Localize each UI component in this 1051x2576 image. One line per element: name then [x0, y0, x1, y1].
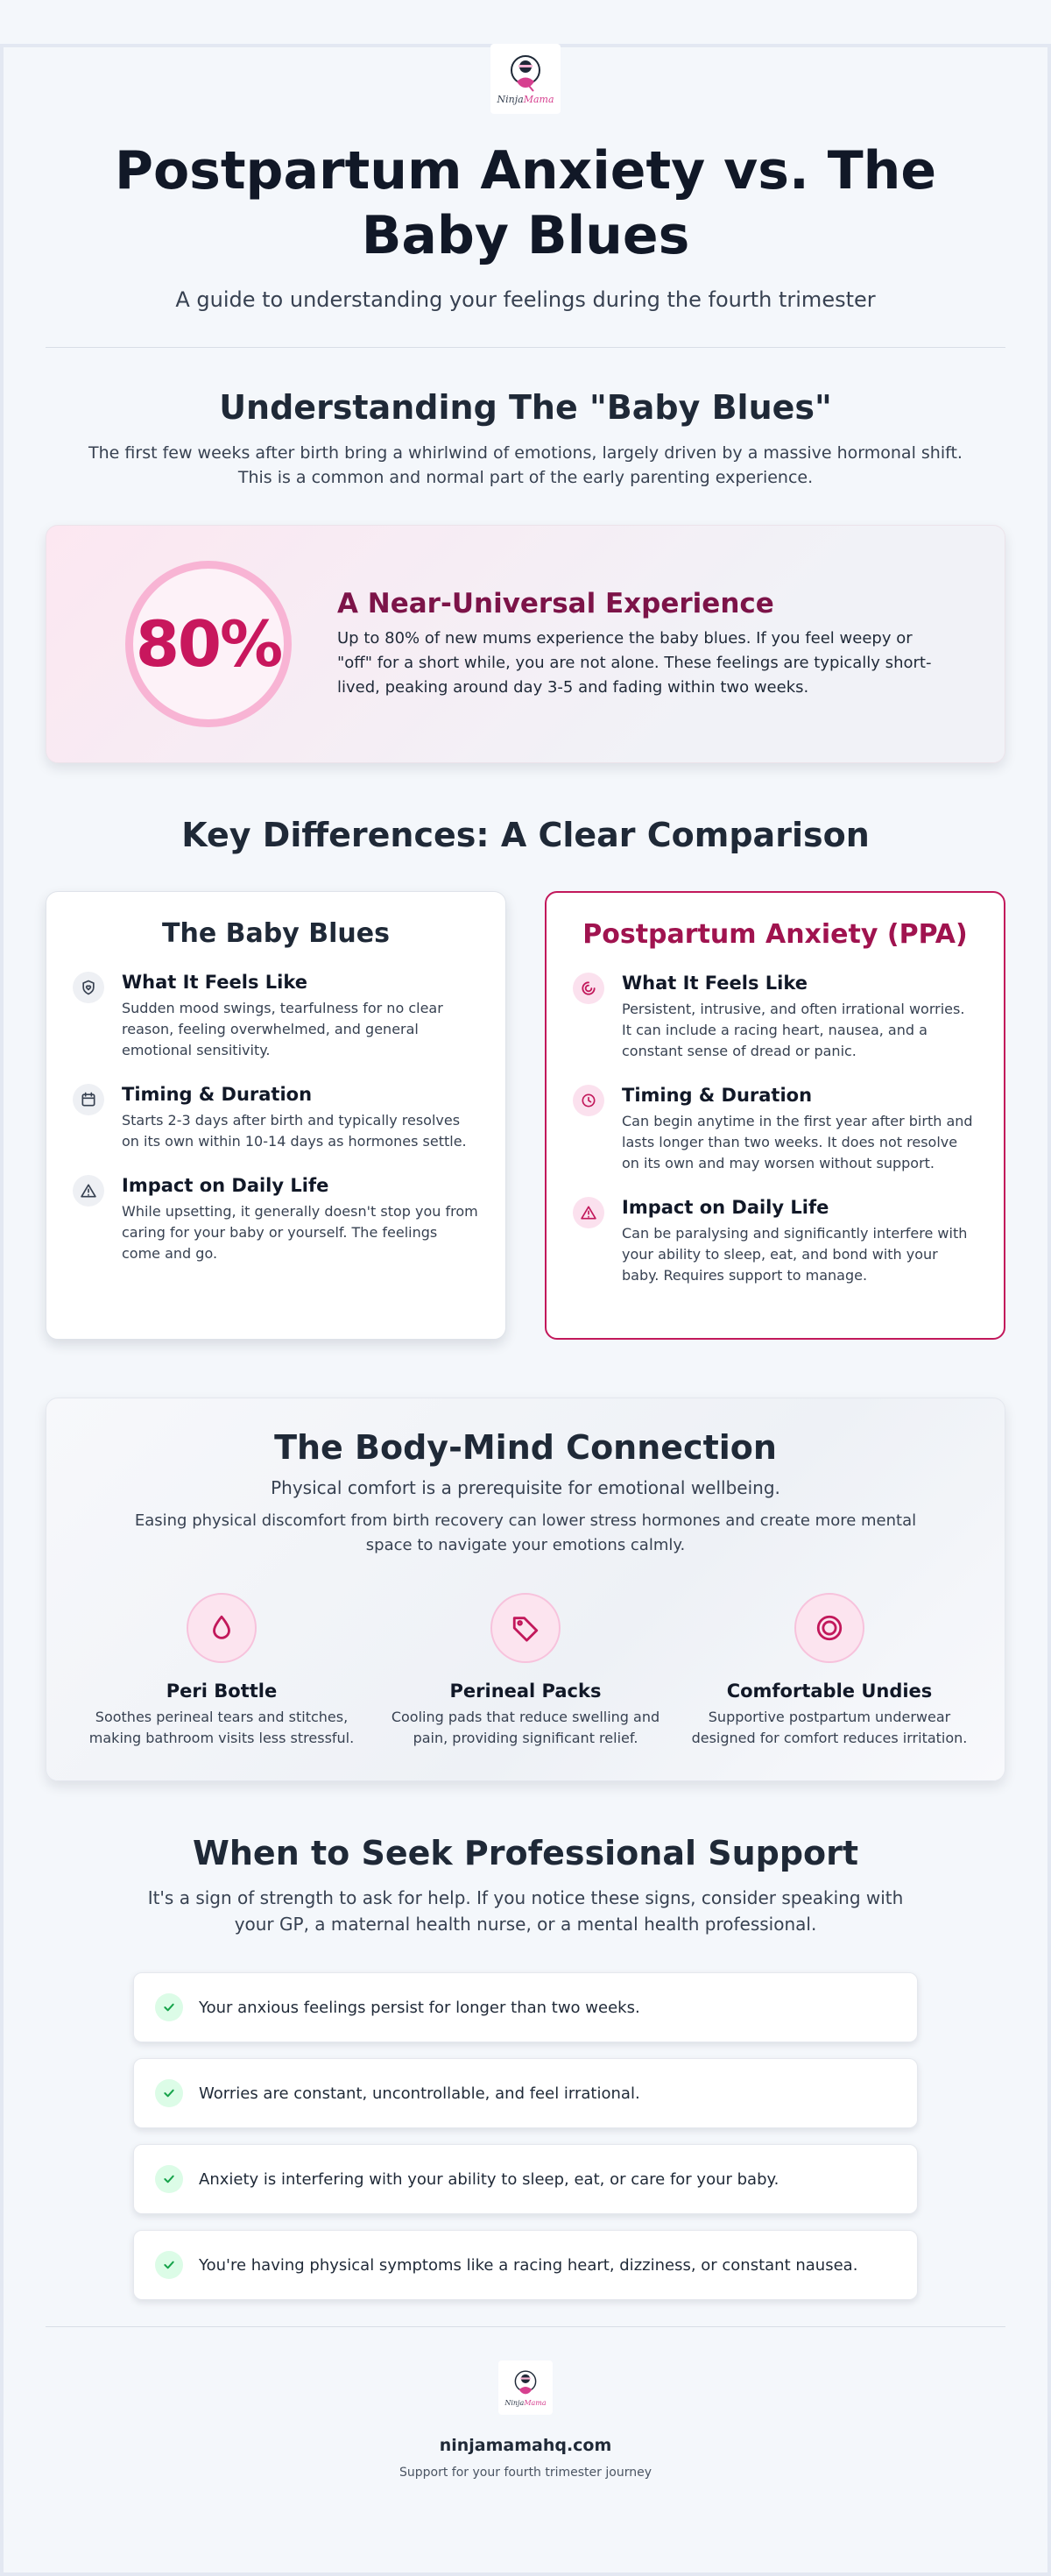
list-item — [133, 2230, 918, 2300]
row-heading: Timing & Duration — [122, 1084, 313, 1105]
row-heading: Impact on Daily Life — [622, 1197, 829, 1218]
stat-heading: A Near-Universal Experience — [337, 588, 774, 619]
list-item-text: Anxiety is interfering with your ability to sleep, eat, or care for your baby. — [199, 2169, 779, 2189]
brand-wordmark: NinjaMama — [497, 94, 554, 105]
row-text: Persistent, intrusive, and often irrational worries. It can include a racing heart, nausea, and a constant sense of dread or panic. — [622, 1001, 965, 1059]
brand-logo[interactable] — [490, 44, 561, 114]
list-item-text: You're having physical symptoms like a racing heart, dizziness, or constant nausea. — [199, 2255, 858, 2275]
row-text: Can be paralysing and significantly interfere with your ability to sleep, eat, and bond with your baby. Requires support to manage. — [622, 1225, 968, 1284]
comfort-items — [46, 1593, 1005, 1749]
row-heading: What It Feels Like — [122, 972, 308, 993]
baby-blues-row — [73, 972, 479, 1061]
comfort-item-comfortable-undies — [689, 1593, 970, 1749]
list-item — [133, 1972, 918, 2042]
footer-tagline: Support for your fourth trimester journey — [399, 2466, 652, 2480]
ppa-row — [573, 973, 977, 1062]
calendar-icon — [73, 1084, 104, 1115]
support-lead: It's a sign of strength to ask for help. If you notice these signs, consider speaking with your GP, a maternal health nurse, or a mental health professional. — [147, 1887, 904, 1935]
shield-heart-icon — [73, 972, 104, 1003]
header-divider — [46, 347, 1005, 348]
warning-icon — [573, 1197, 604, 1228]
support-title: When to Seek Professional Support — [192, 1834, 859, 1872]
tag-icon — [490, 1593, 561, 1663]
comfort-item-text: Soothes perineal tears and stitches, making bathroom visits less stressful. — [88, 1709, 355, 1746]
warning-signs-list — [133, 1972, 918, 2300]
row-heading: Timing & Duration — [622, 1085, 813, 1106]
warning-icon — [73, 1175, 104, 1207]
ninja-mama-logo-icon — [511, 2368, 540, 2398]
row-text: Can begin anytime in the first year after birth and lasts longer than two weeks. It does not resolve on its own and may worsen without support. — [622, 1113, 973, 1171]
baby-blues-row — [73, 1175, 479, 1264]
comparison-grid — [46, 891, 1005, 1340]
footer-logo[interactable] — [498, 2360, 553, 2415]
stat-card — [46, 525, 1005, 763]
comfort-item-text: Supportive postpartum underwear designed for comfort reduces irritation. — [691, 1709, 968, 1746]
blues-section-lead: The first few weeks after birth bring a whirlwind of emotions, largely driven by a massive hormonal shift. This is a common and normal part of the early parenting experience. — [88, 443, 963, 487]
comfort-item-title: Comfortable Undies — [726, 1681, 933, 1702]
body-mind-title: The Body-Mind Connection — [274, 1428, 777, 1467]
clock-icon — [573, 1085, 604, 1116]
body-mind-subtitle: Physical comfort is a prerequisite for emotional wellbeing. — [271, 1477, 780, 1498]
ninja-mama-logo-icon — [506, 53, 545, 93]
check-icon — [155, 2251, 183, 2279]
baby-blues-title: The Baby Blues — [162, 918, 390, 949]
check-icon — [155, 1993, 183, 2021]
comfort-item-title: Peri Bottle — [166, 1681, 278, 1702]
baby-blues-row — [73, 1084, 479, 1152]
comfort-item-peri-bottle — [81, 1593, 362, 1749]
ppa-row — [573, 1197, 977, 1286]
body-mind-lead: Easing physical discomfort from birth recovery can lower stress hormones and create more mental space to navigate your emotions calmly. — [134, 1511, 917, 1554]
row-heading: What It Feels Like — [622, 973, 808, 994]
row-heading: Impact on Daily Life — [122, 1175, 329, 1196]
body-mind-card — [46, 1398, 1005, 1781]
footer-wordmark: NinjaMama — [504, 2399, 547, 2407]
stat-circle — [125, 561, 292, 727]
row-text: While upsetting, it generally doesn't stop you from caring for your baby or yourself. The feelings come and go. — [122, 1203, 478, 1262]
check-icon — [155, 2165, 183, 2193]
comfort-item-title: Perineal Packs — [449, 1681, 602, 1702]
page-subtitle: A guide to understanding your feelings during the fourth trimester — [175, 287, 876, 312]
stat-description: Up to 80% of new mums experience the baby blues. If you feel weepy or "off" for a short while, you are not alone. These feelings are typically short-lived, peaking around day 3-5 and fading within two weeks. — [337, 629, 932, 697]
list-item — [133, 2058, 918, 2128]
list-item — [133, 2144, 918, 2214]
comparison-title: Key Differences: A Clear Comparison — [181, 816, 870, 854]
ppa-title: Postpartum Anxiety (PPA) — [582, 919, 968, 950]
baby-blues-card — [46, 891, 506, 1340]
row-text: Starts 2-3 days after birth and typically resolves on its own within 10-14 days as hormones settle. — [122, 1112, 467, 1150]
footer-site-link[interactable]: ninjamamahq.com — [439, 2436, 612, 2455]
comfort-item-perineal-packs — [385, 1593, 666, 1749]
check-icon — [155, 2079, 183, 2107]
list-item-text: Your anxious feelings persist for longer than two weeks. — [199, 1998, 640, 2017]
blues-section-title: Understanding The "Baby Blues" — [219, 388, 832, 427]
page-title: Postpartum Anxiety vs. The Baby Blues — [114, 140, 937, 266]
infographic — [0, 44, 1051, 2480]
list-item-text: Worries are constant, uncontrollable, and feel irrational. — [199, 2084, 640, 2103]
stat-text — [337, 588, 933, 700]
ppa-card — [545, 891, 1005, 1340]
row-text: Sudden mood swings, tearfulness for no clear reason, feeling overwhelmed, and general emotional sensitivity. — [122, 1000, 443, 1058]
rings-icon — [794, 1593, 864, 1663]
droplet-icon — [187, 1593, 257, 1663]
ppa-row — [573, 1085, 977, 1174]
stat-value: 80% — [135, 607, 282, 681]
footer-divider — [46, 2326, 1005, 2327]
comfort-item-text: Cooling pads that reduce swelling and pain, providing significant relief. — [391, 1709, 660, 1746]
spiral-icon — [573, 973, 604, 1004]
